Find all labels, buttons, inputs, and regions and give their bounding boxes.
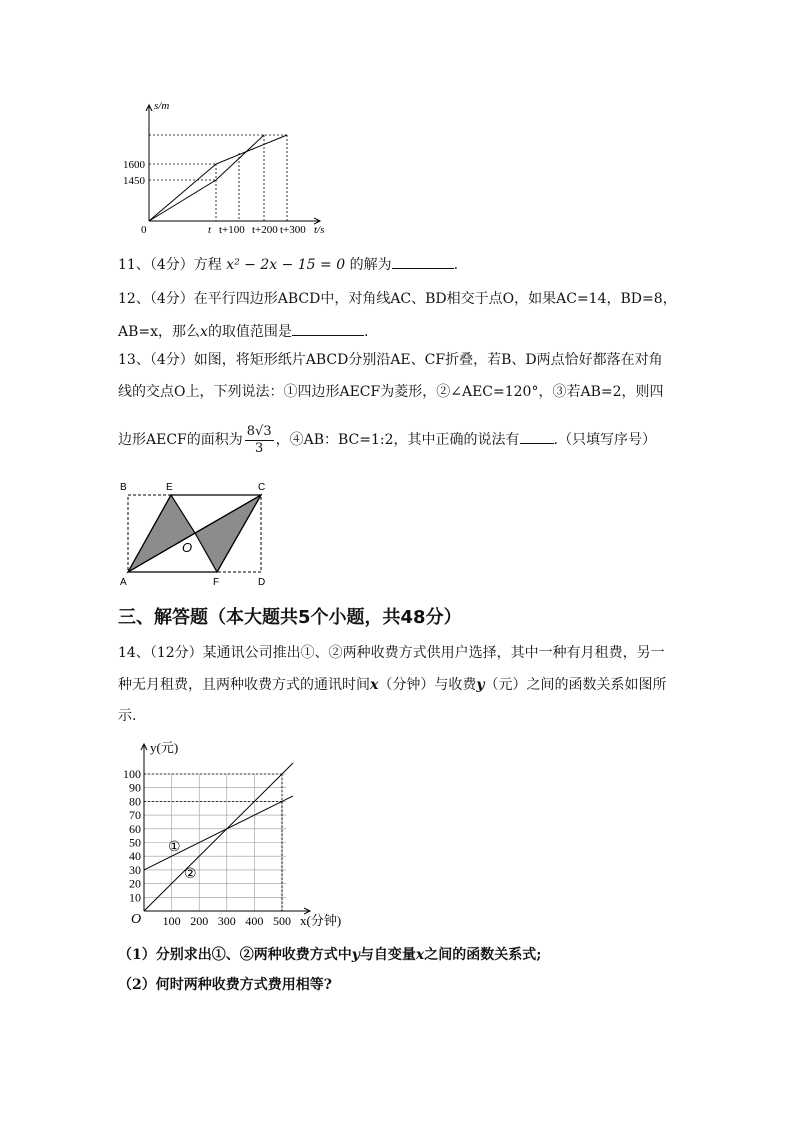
chart-x-label: x(分钟)	[300, 913, 342, 928]
chart-tick-labels	[123, 767, 291, 928]
q14-p1-before: （1）分别求出①、②两种收费方式中	[118, 947, 352, 963]
y-tick-1450: 1450	[123, 175, 145, 187]
x-tick-t: t	[208, 224, 212, 236]
q11-number: 11、	[118, 257, 150, 273]
q14-var-x: x	[370, 677, 379, 693]
q11-points: （4分）	[149, 257, 194, 273]
y-tick-label-20: 20	[129, 876, 141, 891]
q13-frac-den: 3	[255, 440, 264, 456]
line-person-b	[149, 135, 264, 221]
label-F: F	[213, 577, 220, 588]
y-tick-label-50: 50	[129, 835, 141, 850]
q14-p1-after: 之间的函数关系式;	[424, 947, 542, 963]
series-label-1: ①	[168, 840, 181, 855]
q11-equation: x² − 2x − 15 = 0	[226, 257, 346, 273]
chart-series	[144, 763, 293, 911]
q12-answer-blank[interactable]	[292, 321, 364, 336]
q14-line1-text: 14、（12分）某通讯公司推出①、②两种收费方式供用户选择，其中一种有月租费，另一	[118, 645, 665, 661]
q13-line3-before: 边形AECF的面积为	[118, 432, 243, 448]
q13-line3-after: ，④AB：BC=1:2，其中正确的说法有	[275, 432, 520, 448]
q14-line2-mid: （分钟）与收费	[378, 677, 477, 693]
question-12-line1	[118, 289, 677, 309]
series-line-1	[144, 796, 293, 870]
question-14-line2	[118, 675, 667, 695]
x-tick-label-500: 500	[273, 914, 291, 928]
q13-line1-text: 13、（4分）如图，将矩形纸片ABCD分别沿AE、CF折叠，若B、D两点恰好都落在对角	[118, 352, 663, 368]
y-tick-1600: 1600	[123, 159, 145, 171]
x-axis-label: t/s	[314, 224, 325, 236]
q14-line3-text: 示.	[118, 708, 137, 724]
q14-p2-text: （2）何时两种收费方式费用相等?	[118, 977, 332, 993]
question-13-line1	[118, 350, 663, 370]
q13-frac-num: 8√3	[246, 423, 272, 439]
q12-var: x	[200, 324, 208, 340]
folded-rectangle-figure	[116, 478, 276, 590]
shaded-triangle-left	[128, 495, 195, 572]
q11-end: .	[453, 257, 459, 273]
question-11	[118, 254, 458, 275]
q13-answer-blank[interactable]	[520, 429, 554, 444]
q11-text-before: 方程	[193, 257, 222, 273]
question-12-line2	[118, 321, 368, 342]
y-tick-label-40: 40	[129, 849, 141, 864]
x-tick-t300: t+300	[280, 224, 306, 236]
question-14-line3	[118, 706, 136, 726]
fee-chart	[112, 738, 362, 933]
origin-label: 0	[141, 224, 147, 236]
y-tick-label-70: 70	[129, 808, 141, 823]
x-tick-t100: t+100	[219, 224, 245, 236]
x-tick-label-300: 300	[217, 914, 236, 928]
q12-end: .	[363, 324, 369, 340]
q12-line2-after: 的取值范围是	[207, 324, 292, 340]
section-3-title: 三、解答题（本大题共5个小题，共48分）	[118, 607, 462, 628]
diagonal-ac	[128, 495, 261, 572]
y-tick-label-90: 90	[129, 780, 141, 795]
q11-text-after: 的解为	[349, 257, 392, 273]
question-14-part1	[118, 945, 541, 965]
y-tick-label-60: 60	[129, 821, 141, 836]
label-O: O	[182, 540, 193, 555]
y-tick-label-80: 80	[129, 794, 141, 809]
x-tick-label-100: 100	[162, 914, 181, 928]
q14-p1-x: x	[415, 947, 425, 963]
y-tick-label-30: 30	[129, 862, 141, 877]
q14-line2-after: （元）之间的函数关系如图所	[484, 677, 667, 693]
q12-text: 12、（4分）在平行四边形ABCD中，对角线AC、BD相交于点O，如果AC=14，BD=8，	[118, 291, 677, 307]
question-13-line3	[118, 422, 656, 458]
x-tick-t200: t+200	[252, 224, 278, 236]
shaded-triangle-right	[195, 495, 261, 572]
label-D: D	[258, 577, 266, 588]
q14-p1-mid: 与自变量	[359, 947, 416, 963]
question-14-part2	[118, 975, 332, 995]
series-label-2: ②	[184, 867, 197, 882]
q14-var-y: y	[476, 677, 485, 693]
q13-fraction	[245, 424, 274, 457]
q14-p1-y: y	[351, 947, 360, 963]
distance-time-graph	[118, 95, 348, 240]
y-tick-label-10: 10	[129, 890, 141, 905]
label-A: A	[120, 577, 127, 588]
series-line-2	[144, 763, 293, 911]
y-axis-label: s/m	[154, 100, 170, 112]
label-E: E	[166, 482, 173, 493]
q11-answer-blank[interactable]	[392, 254, 454, 269]
question-13-line2	[118, 382, 664, 402]
chart-origin-label: O	[131, 912, 142, 927]
question-14-line1	[118, 643, 665, 663]
x-tick-label-200: 200	[190, 914, 209, 928]
q12-line2-before: AB=x，那么	[118, 324, 201, 340]
x-tick-label-400: 400	[245, 914, 264, 928]
label-C: C	[258, 482, 266, 493]
label-B: B	[120, 482, 127, 493]
q13-line2-text: 线的交点O上，下列说法：①四边形AECF为菱形，②∠AEC=120°，③若AB=2，则四	[118, 384, 664, 400]
q13-line3-end: .（只填写序号）	[553, 432, 656, 448]
y-tick-label-100: 100	[123, 767, 141, 781]
q14-line2-before: 种无月租费，且两种收费方式的通讯时间	[118, 677, 370, 693]
chart-y-label: y(元)	[150, 740, 179, 755]
